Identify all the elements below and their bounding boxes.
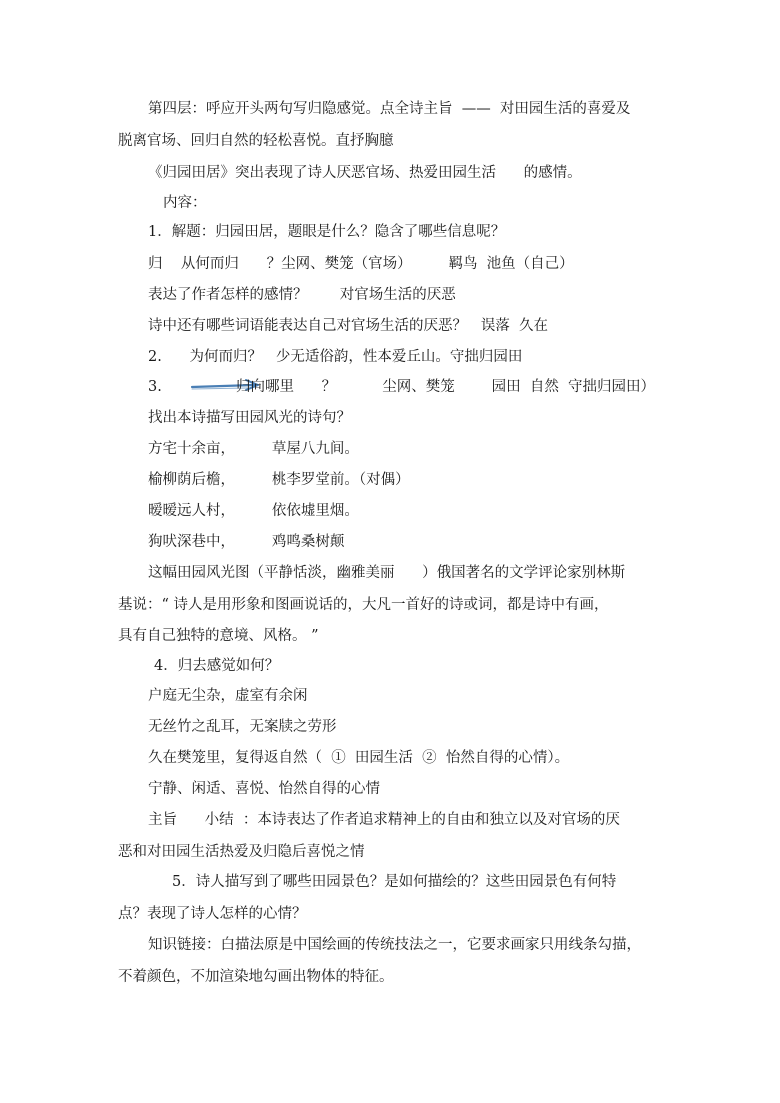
text-line: 表达了作者怎样的感情？ 对官场生活的厌恶 bbox=[148, 287, 456, 303]
text-line: 方宅十余亩， 草屋八九间。 bbox=[148, 441, 359, 457]
text-line: 1．解题：归园田居，题眼是什么？隐含了哪些信息呢？ bbox=[148, 224, 506, 240]
text-line: 宁静、闲适、喜悦、怡然自得的心情 bbox=[148, 781, 380, 797]
text-line: 5．诗人描写到了哪些田园景色？是如何描绘的？这些田园景色有何特 bbox=[172, 874, 617, 890]
text-line: 恶和对田园生活热爱及归隐后喜悦之情 bbox=[118, 844, 365, 860]
text-line: 具有自己独特的意境、风格。 ” bbox=[118, 628, 319, 644]
text-line: 内容： bbox=[163, 195, 207, 211]
text-line: 2. 为何而归？ 少无适俗韵，性本爱丘山。守拙归园田 bbox=[148, 349, 523, 365]
text-line: 主旨 小结 ：本诗表达了作者追求精神上的自由和独立以及对官场的厌 bbox=[148, 812, 620, 828]
text-line: 脱离官场、回归自然的轻松喜悦。直抒胸臆 bbox=[118, 133, 394, 149]
text-line: 诗中还有哪些词语能表达自己对官场生活的厌恶？ 误落 久在 bbox=[148, 318, 549, 334]
text-line: 这幅田园风光图（平静恬淡，幽雅美丽 ）俄国著名的文学评论家别林斯 bbox=[148, 565, 626, 581]
text-line: 基说：“ 诗人是用形象和图画说话的，大凡一首好的诗或词，都是诗中有画， bbox=[118, 597, 609, 613]
text-line: 第四层：呼应开头两句写归隐感觉。点全诗主旨 —— 对田园生活的喜爱及 bbox=[148, 101, 631, 117]
text-line: 《归园田居》突出表现了诗人厌恶官场、热爱田园生活 的感情。 bbox=[148, 165, 582, 181]
text-line: 久在樊笼里，复得返自然（ ① 田园生活 ② 怡然自得的心情）。 bbox=[148, 750, 570, 766]
text-line: 归 从何而归 ？尘网、樊笼（官场） 羁鸟 池鱼（自己） bbox=[148, 256, 574, 272]
text-line: 找出本诗描写田园风光的诗句？ bbox=[148, 410, 351, 426]
text-line: 归向哪里 ？ 尘网、樊笼 园田 自然 守拙归园田） bbox=[236, 379, 656, 395]
text-line: 知识链接：白描法原是中国绘画的传统技法之一，它要求画家只用线条勾描， bbox=[148, 937, 641, 953]
text-line: 4．归去感觉如何？ bbox=[154, 658, 280, 674]
text-line: 点？表现了诗人怎样的心情？ bbox=[118, 906, 307, 922]
text-line: 暧暧远人村， 依依墟里烟。 bbox=[148, 503, 359, 519]
text-line: 狗吠深巷中， 鸡鸣桑树颠 bbox=[148, 534, 345, 550]
text-line: 不着颜色，不加渲染地勾画出物体的特征。 bbox=[118, 969, 394, 985]
text-line: 3. bbox=[148, 379, 162, 395]
text-line: 榆柳荫后檐， 桃李罗堂前。（对偶） bbox=[148, 472, 410, 488]
text-line: 无丝竹之乱耳，无案牍之劳形 bbox=[148, 719, 337, 735]
text-line: 户庭无尘杂，虚室有余闲 bbox=[148, 688, 308, 704]
